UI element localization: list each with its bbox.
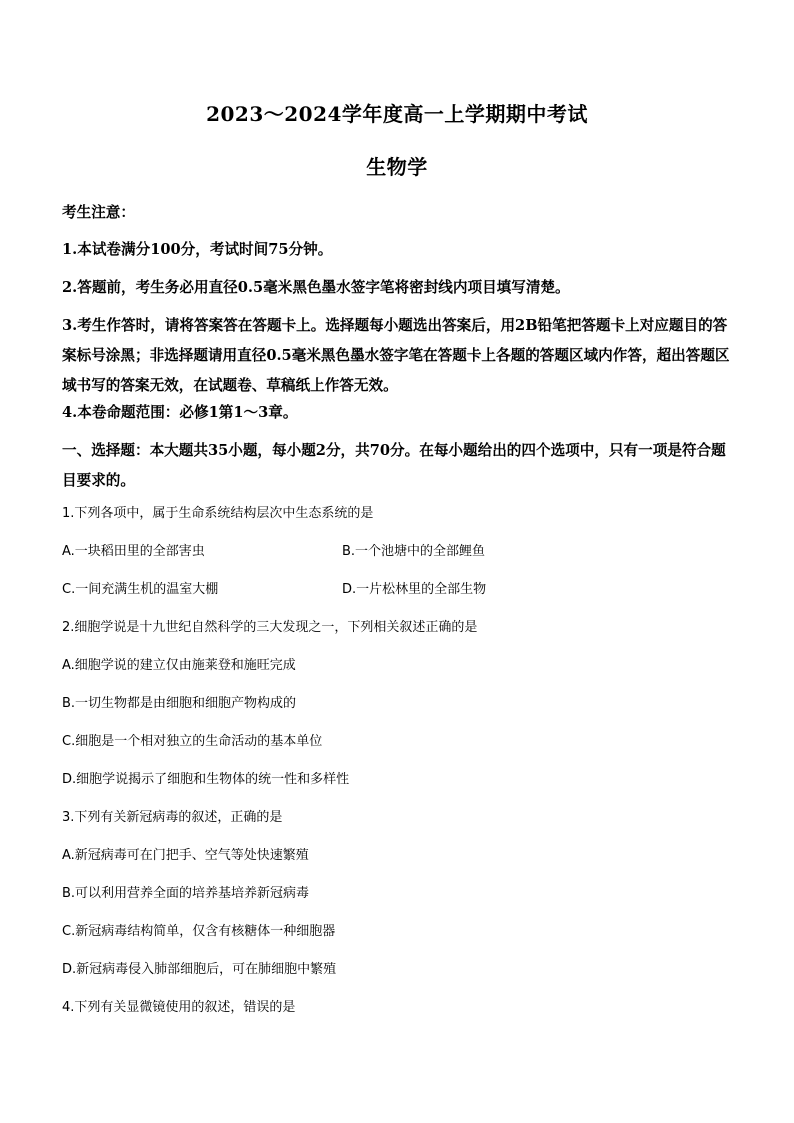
- section-heading: 一、选择题：本大题共35小题，每小题2分，共70分。在每小题给出的四个选项中，只有一项是符合题目要求的。: [62, 442, 726, 489]
- option-b: B.一个池塘中的全部鲤鱼: [342, 544, 486, 559]
- notice-item: 3.考生作答时，请将答案答在答题卡上。选择题每小题选出答案后，用2B铅笔把答题卡上对应题目的答案标号涂黑；非选择题请用直径0.5毫米黑色墨水签字笔在答题卡上各题的答题区域内作答，超出答题区域书写的答案无效，在试题卷、草稿纸上作答无效。: [62, 317, 730, 394]
- option-d: D.一片松林里的全部生物: [342, 582, 487, 597]
- option-c: C.新冠病毒结构简单，仅含有核糖体一种细胞器: [62, 924, 336, 939]
- question-stem: 1.下列各项中，属于生命系统结构层次中生态系统的是: [62, 506, 374, 521]
- notice-item: 4.本卷命题范围：必修1第1～3章。: [62, 404, 298, 421]
- question-stem: 3.下列有关新冠病毒的叙述，正确的是: [62, 810, 283, 825]
- option-d: D.新冠病毒侵入肺部细胞后，可在肺细胞中繁殖: [62, 962, 337, 977]
- option-b: B.一切生物都是由细胞和细胞产物构成的: [62, 696, 297, 711]
- question-stem: 4.下列有关显微镜使用的叙述，错误的是: [62, 1000, 296, 1015]
- notice-heading: 考生注意：: [62, 204, 135, 221]
- option-b: B.可以利用营养全面的培养基培养新冠病毒: [62, 886, 310, 901]
- option-c: C.一间充满生机的温室大棚: [62, 582, 219, 597]
- option-a: A.一块稻田里的全部害虫: [62, 544, 205, 559]
- option-a: A.细胞学说的建立仅由施莱登和施旺完成: [62, 658, 296, 673]
- notice-item: 1.本试卷满分100分，考试时间75分钟。: [62, 241, 333, 258]
- option-d: D.细胞学说揭示了细胞和生物体的统一性和多样性: [62, 772, 350, 787]
- exam-title: 2023～2024学年度高一上学期期中考试: [206, 102, 588, 126]
- option-a: A.新冠病毒可在门把手、空气等处快速繁殖: [62, 848, 309, 863]
- subject-title: 生物学: [366, 155, 428, 179]
- question-stem: 2.细胞学说是十九世纪自然科学的三大发现之一，下列相关叙述正确的是: [62, 620, 478, 635]
- option-c: C.细胞是一个相对独立的生命活动的基本单位: [62, 734, 323, 749]
- notice-item: 2.答题前，考生务必用直径0.5毫米黑色墨水签字笔将密封线内项目填写清楚。: [62, 279, 570, 296]
